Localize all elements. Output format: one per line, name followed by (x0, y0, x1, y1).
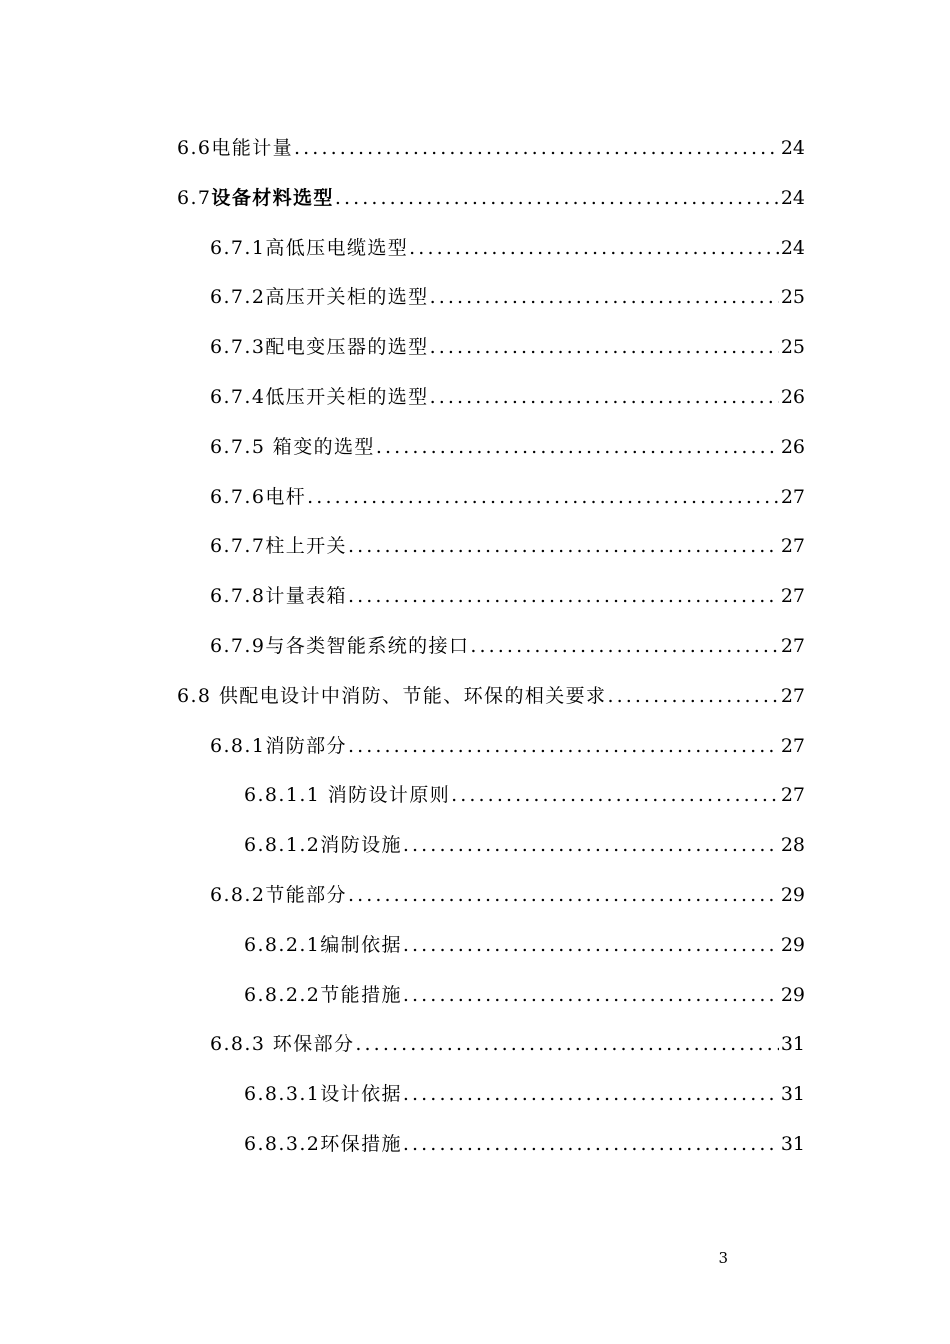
toc-entry-number: 6.8.2 (210, 883, 266, 906)
toc-dot-leader (376, 436, 779, 458)
toc-entry-page: 27 (780, 784, 805, 807)
toc-entry-number: 6.8.1.1 (244, 784, 328, 807)
toc-entry-number: 6.7.5 (210, 435, 273, 458)
toc-dot-leader (355, 1033, 778, 1055)
page-number: 3 (718, 1249, 728, 1267)
toc-entry-page: 27 (780, 634, 805, 657)
toc-entry[interactable] (0, 581, 950, 631)
toc-entry-title: 消防设施 (320, 834, 402, 857)
toc-entry-title: 设计依据 (320, 1083, 402, 1106)
toc-entry-page: 24 (780, 137, 805, 159)
toc-dot-leader (348, 535, 779, 557)
toc-entry-title: 节能措施 (320, 983, 402, 1006)
table-of-contents (0, 133, 950, 1179)
toc-dot-leader (307, 486, 779, 508)
toc-entry[interactable] (0, 382, 950, 432)
toc-entry-number: 6.6 (177, 137, 212, 159)
toc-entry-title: 与各类智能系统的接口 (265, 634, 470, 657)
toc-dot-leader (451, 784, 779, 806)
toc-entry-title: 供配电设计中消防、节能、环保的相关要求 (218, 684, 607, 707)
toc-entry-page: 26 (780, 385, 805, 408)
toc-entry-number: 6.7.8 (210, 585, 266, 608)
toc-entry-title: 环保措施 (320, 1132, 402, 1155)
toc-entry-number: 6.7.4 (210, 385, 266, 408)
toc-entry-page: 25 (780, 336, 805, 359)
toc-entry-title: 环保部分 (272, 1033, 355, 1056)
toc-entry-page: 27 (780, 684, 805, 707)
toc-entry-page: 27 (780, 734, 805, 757)
toc-entry[interactable] (0, 681, 950, 731)
toc-dot-leader (403, 984, 779, 1006)
toc-entry-title: 计量表箱 (265, 585, 347, 608)
toc-entry-page: 24 (780, 186, 805, 209)
toc-entry-number: 6.7.9 (210, 634, 266, 657)
toc-entry-title: 编制依据 (320, 933, 402, 956)
toc-entry[interactable] (0, 1129, 950, 1179)
toc-entry-title: 箱变的选型 (272, 435, 375, 458)
toc-dot-leader (430, 386, 779, 408)
toc-entry[interactable] (0, 482, 950, 532)
toc-entry-page: 31 (780, 1132, 805, 1155)
toc-entry-title: 高压开关柜的选型 (265, 286, 429, 309)
toc-dot-leader (348, 735, 779, 757)
toc-entry[interactable] (0, 531, 950, 581)
toc-dot-leader (403, 1133, 779, 1155)
toc-entry-number: 6.7.2 (210, 286, 266, 309)
toc-entry-page: 29 (780, 933, 805, 956)
toc-entry-title: 电能计量 (211, 137, 294, 159)
toc-entry-title: 节能部分 (265, 883, 347, 906)
toc-entry-page: 28 (780, 834, 805, 857)
toc-entry-page: 27 (780, 485, 805, 508)
toc-entry[interactable] (0, 830, 950, 880)
toc-dot-leader (470, 635, 778, 657)
toc-entry[interactable] (0, 233, 950, 283)
toc-entry[interactable] (0, 1079, 950, 1129)
toc-entry-title: 高低压电缆选型 (265, 236, 409, 259)
toc-entry-title: 设备材料选型 (211, 186, 334, 209)
toc-entry-number: 6.7 (177, 186, 212, 209)
toc-entry-number: 6.8 (177, 684, 219, 707)
toc-entry-page: 31 (780, 1033, 805, 1056)
toc-entry-number: 6.8.2.2 (244, 983, 321, 1006)
toc-dot-leader (403, 834, 779, 856)
toc-entry-page: 24 (780, 236, 805, 259)
toc-entry-title: 配电变压器的选型 (265, 336, 429, 359)
toc-entry[interactable] (0, 282, 950, 332)
toc-dot-leader (335, 187, 779, 209)
toc-dot-leader (403, 934, 779, 956)
toc-entry-number: 6.7.3 (210, 336, 266, 359)
toc-dot-leader (607, 685, 778, 707)
toc-entry[interactable] (0, 880, 950, 930)
toc-entry-title: 消防设计原则 (327, 784, 451, 807)
toc-entry[interactable] (0, 432, 950, 482)
toc-entry-number: 6.8.3.2 (244, 1132, 321, 1155)
toc-dot-leader (348, 585, 779, 607)
toc-dot-leader (409, 237, 779, 259)
toc-entry-page: 29 (780, 983, 805, 1006)
toc-entry-number: 6.8.2.1 (244, 933, 321, 956)
toc-entry-title: 柱上开关 (265, 535, 347, 558)
toc-dot-leader (430, 336, 779, 358)
toc-entry[interactable] (0, 731, 950, 781)
toc-entry[interactable] (0, 631, 950, 681)
toc-entry-number: 6.8.3.1 (244, 1083, 321, 1106)
toc-entry-number: 6.7.6 (210, 485, 266, 508)
toc-entry-number: 6.8.1.2 (244, 834, 321, 857)
toc-entry-page: 27 (780, 535, 805, 558)
toc-entry-number: 6.7.1 (210, 236, 266, 259)
toc-entry-title: 电杆 (265, 485, 307, 508)
toc-entry[interactable] (0, 183, 950, 233)
toc-entry[interactable] (0, 780, 950, 830)
toc-entry-page: 29 (780, 883, 805, 906)
toc-entry[interactable] (0, 1029, 950, 1079)
toc-entry-number: 6.8.3 (210, 1033, 273, 1056)
toc-dot-leader (348, 884, 779, 906)
toc-entry[interactable] (0, 930, 950, 980)
toc-entry-title: 消防部分 (265, 734, 347, 757)
toc-entry-number: 6.7.7 (210, 535, 266, 558)
toc-entry-title: 低压开关柜的选型 (265, 385, 429, 408)
toc-entry-page: 27 (780, 585, 805, 608)
toc-dot-leader (294, 137, 779, 159)
toc-entry-page: 25 (780, 286, 805, 309)
toc-entry[interactable] (0, 332, 950, 382)
toc-entry[interactable] (0, 133, 950, 183)
toc-entry-page: 26 (780, 435, 805, 458)
toc-entry-number: 6.8.1 (210, 734, 266, 757)
toc-dot-leader (403, 1083, 779, 1105)
toc-dot-leader (430, 286, 779, 308)
toc-entry[interactable] (0, 980, 950, 1030)
toc-entry-page: 31 (780, 1083, 805, 1106)
